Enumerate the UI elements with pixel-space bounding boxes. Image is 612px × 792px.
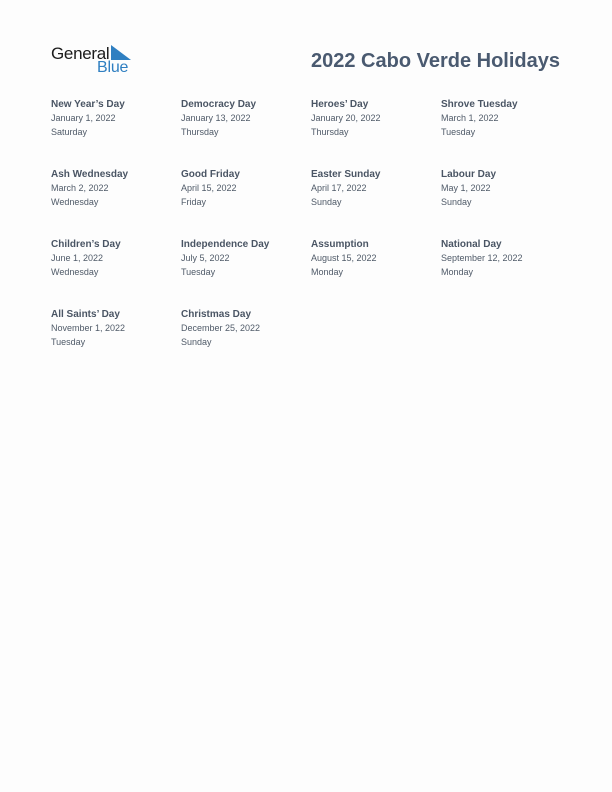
holiday-item — [181, 98, 311, 168]
holiday-date: March 1, 2022 — [441, 113, 499, 123]
holiday-name: Good Friday — [181, 169, 240, 180]
holiday-weekday: Sunday — [181, 336, 212, 347]
holiday-name: Heroes’ Day — [311, 99, 369, 110]
holiday-name: Labour Day — [441, 169, 497, 180]
holiday-date: April 15, 2022 — [181, 183, 237, 193]
holiday-weekday: Wednesday — [51, 196, 99, 207]
holiday-grid — [51, 98, 571, 378]
holiday-weekday: Tuesday — [181, 266, 216, 277]
holiday-date: January 20, 2022 — [311, 113, 381, 123]
holiday-name: Assumption — [311, 239, 369, 250]
holiday-date: November 1, 2022 — [51, 323, 126, 333]
holiday-date: May 1, 2022 — [441, 183, 491, 193]
holiday-date: January 1, 2022 — [51, 113, 116, 123]
holiday-date: December 25, 2022 — [181, 323, 261, 333]
logo-word-general: General — [51, 44, 110, 63]
holiday-date: August 15, 2022 — [311, 253, 377, 263]
holiday-name: Independence Day — [181, 239, 270, 250]
holiday-name: New Year’s Day — [51, 99, 125, 110]
holiday-item — [441, 238, 571, 308]
holiday-weekday: Wednesday — [51, 266, 99, 277]
holiday-weekday: Saturday — [51, 126, 88, 137]
holiday-weekday: Friday — [181, 196, 207, 207]
holiday-date: September 12, 2022 — [441, 253, 523, 263]
holiday-item — [441, 98, 571, 168]
holiday-date: March 2, 2022 — [51, 183, 109, 193]
generalblue-logo[interactable] — [51, 44, 141, 78]
holiday-name: All Saints’ Day — [51, 309, 120, 320]
holiday-name: Ash Wednesday — [51, 169, 129, 180]
holiday-item — [181, 308, 311, 378]
holiday-name: Shrove Tuesday — [441, 99, 518, 110]
holiday-item — [181, 168, 311, 238]
holiday-name: Easter Sunday — [311, 169, 381, 180]
holiday-item — [51, 308, 181, 378]
holiday-item — [181, 238, 311, 308]
holiday-item — [51, 98, 181, 168]
holiday-weekday: Tuesday — [441, 126, 476, 137]
holiday-name: Democracy Day — [181, 99, 257, 110]
holiday-weekday: Tuesday — [51, 336, 86, 347]
holiday-name: Children’s Day — [51, 239, 121, 250]
holiday-date: June 1, 2022 — [51, 253, 104, 263]
holiday-item — [311, 238, 441, 308]
holiday-weekday: Sunday — [311, 196, 342, 207]
holiday-weekday: Thursday — [181, 126, 219, 137]
holiday-weekday: Sunday — [441, 196, 472, 207]
holiday-item — [311, 168, 441, 238]
holiday-date: July 5, 2022 — [181, 253, 230, 263]
holiday-date: January 13, 2022 — [181, 113, 251, 123]
holiday-item — [51, 238, 181, 308]
holiday-weekday: Thursday — [311, 126, 349, 137]
holiday-item — [441, 168, 571, 238]
page-title: 2022 Cabo Verde Holidays — [310, 50, 560, 72]
logo-word-blue: Blue — [97, 59, 129, 76]
holiday-weekday: Monday — [441, 266, 474, 277]
holiday-date: April 17, 2022 — [311, 183, 367, 193]
holiday-item — [51, 168, 181, 238]
holiday-name: Christmas Day — [181, 309, 252, 320]
holiday-weekday: Monday — [311, 266, 344, 277]
holiday-item — [311, 98, 441, 168]
blue-triangle-icon — [111, 45, 131, 60]
holiday-name: National Day — [441, 239, 502, 250]
